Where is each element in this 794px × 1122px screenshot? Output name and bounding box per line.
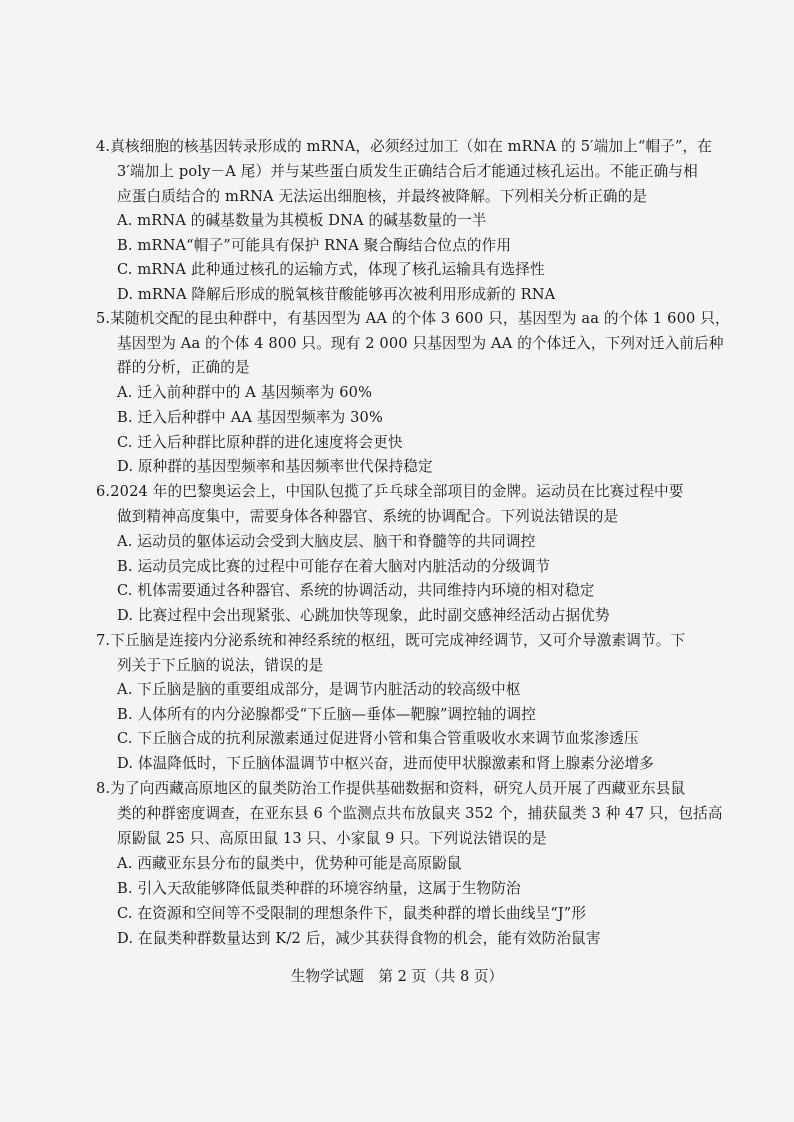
question-stem-line: 列关于下丘脑的说法，错误的是 [117, 657, 324, 674]
option-a: A. mRNA 的碱基数量为其模板 DNA 的碱基数量的一半 [117, 212, 487, 229]
option-b: B. 迁入后种群中 AA 基因型频率为 30% [117, 409, 384, 426]
question-stem-line: 基因型为 Aa 的个体 4 800 只。现有 2 000 只基因型为 AA 的个体迁入，下列对迁入前后种 [117, 335, 724, 352]
option-d: D. 体温降低时，下丘脑体温调节中枢兴奋，进而使甲状腺激素和肾上腺素分泌增多 [117, 755, 654, 772]
option-d: D. 在鼠类种群数量达到 K/2 后，减少其获得食物的机会，能有效防治鼠害 [117, 930, 601, 947]
option-b: B. 人体所有的内分泌腺都受“下丘脑—垂体—靶腺”调控轴的调控 [117, 706, 537, 723]
option-b: B. 引入天敌能够降低鼠类种群的环境容纳量，这属于生物防治 [117, 880, 521, 897]
question-stem-line: 7.下丘脑是连接内分泌系统和神经系统的枢纽，既可完成神经调节，又可介导激素调节。下 [96, 632, 686, 649]
question-stem-line: 3′端加上 poly－A 尾）并与某些蛋白质发生正确结合后才能通过核孔运出。不能正确与相 [117, 163, 698, 180]
question-stem-line: 4.真核细胞的核基因转录形成的 mRNA，必须经过加工（如在 mRNA 的 5′端加上“帽子”，在 [96, 138, 713, 155]
option-c: C. mRNA 此种通过核孔的运输方式，体现了核孔运输具有选择性 [117, 261, 545, 278]
option-c: C. 机体需要通过各种器官、系统的协调活动，共同维持内环境的相对稳定 [117, 582, 595, 599]
option-d: D. 比赛过程中会出现紧张、心跳加快等现象，此时副交感神经活动占据优势 [117, 607, 610, 624]
question-stem-line: 5.某随机交配的昆虫种群中，有基因型为 AA 的个体 3 600 只，基因型为 aa 的个体 1 600 只， [96, 310, 730, 327]
option-d: D. mRNA 降解后形成的脱氧核苷酸能够再次被利用形成新的 RNA [117, 286, 556, 303]
option-a: A. 运动员的躯体运动会受到大脑皮层、脑干和脊髓等的共同调控 [117, 533, 536, 550]
option-a: A. 西藏亚东县分布的鼠类中，优势种可能是高原鼢鼠 [117, 855, 462, 872]
option-b: B. mRNA“帽子”可能具有保护 RNA 聚合酶结合位点的作用 [117, 237, 512, 254]
option-a: A. 迁入前种群中的 A 基因频率为 60% [117, 384, 373, 401]
question-stem-line: 类的种群密度调查，在亚东县 6 个监测点共布放鼠夹 352 个，捕获鼠类 3 种 47 只，包括高 [117, 805, 723, 822]
question-stem-line: 原鼢鼠 25 只、高原田鼠 13 只、小家鼠 9 只。下列说法错误的是 [117, 830, 547, 847]
question-stem-line: 6.2024 年的巴黎奥运会上，中国队包揽了乒乓球全部项目的金牌。运动员在比赛过程中要 [96, 483, 684, 500]
option-c: C. 迁入后种群比原种群的进化速度将会更快 [117, 434, 403, 451]
page-footer: 生物学试题 第 2 页（共 8 页） [290, 968, 504, 985]
option-b: B. 运动员完成比赛的过程中可能存在着大脑对内脏活动的分级调节 [117, 558, 551, 575]
option-c: C. 下丘脑合成的抗利尿激素通过促进肾小管和集合管重吸收水来调节血浆渗透压 [117, 730, 639, 747]
question-stem-line: 群的分析，正确的是 [117, 359, 250, 376]
option-d: D. 原种群的基因型频率和基因频率世代保持稳定 [117, 458, 433, 475]
question-stem-line: 应蛋白质结合的 mRNA 无法运出细胞核，并最终被降解。下列相关分析正确的是 [117, 188, 648, 205]
question-stem-line: 做到精神高度集中，需要身体各种器官、系统的协调配合。下列说法错误的是 [117, 508, 619, 525]
option-a: A. 下丘脑是脑的重要组成部分，是调节内脏活动的较高级中枢 [117, 681, 521, 698]
option-c: C. 在资源和空间等不受限制的理想条件下，鼠类种群的增长曲线呈“J”形 [117, 905, 587, 922]
question-stem-line: 8.为了向西藏高原地区的鼠类防治工作提供基础数据和资料，研究人员开展了西藏亚东县鼠 [96, 780, 686, 797]
